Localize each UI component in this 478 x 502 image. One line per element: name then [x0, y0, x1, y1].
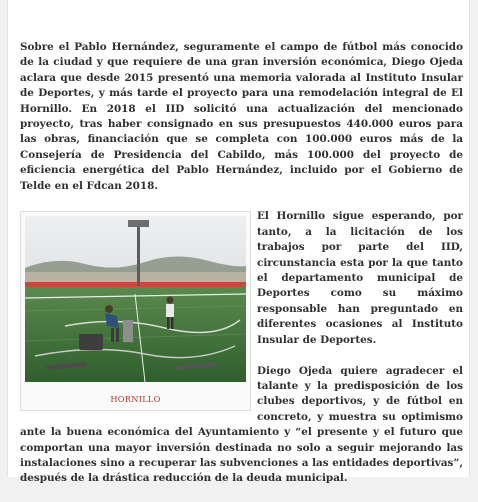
article-paragraph-3: Diego Ojeda quiere agradecer el talante y la predisposición de los clubes deportivos, y de fútbol en concreto, y muestra su optimismo ante la buena económica del Ayuntamiento y “el presente y el futuro que comportan una mayor inversión destinada no solo a seguir mejorando las instalaciones sino a recuperar las subvenciones a las entidades deportivas”, después de la drástica reducción de la deuda municipal.	[20, 364, 463, 485]
photo-caption: HORNILLO	[110, 394, 161, 405]
article-paragraph-2: El Hornillo sigue esperando, por tanto, a la licitación de los trabajos por parte del IID, circunstancia esta por la que tanto el departamento municipal de Deportes como su máximo responsable han preguntado en diferentes ocasiones al Instituto Insular de Deportes.	[257, 210, 463, 346]
article-body	[20, 40, 463, 502]
photo-figure	[20, 211, 251, 411]
article-paragraph-1: Sobre el Pablo Hernández, seguramente el campo de fútbol más conocido de la ciudad y que requiere de una gran inversión económica, Diego Ojeda aclara que desde 2015 presentó una memoria valorada al Instituto Insular de Deportes, y más tarde el proyecto para una remodelación integral de El Hornillo. En 2018 el IID solicitó una actualización del mencionado proyecto, tras haber consignado en sus presupuestos 440.000 euros para las obras, financiación que se completa con 100.000 euros más de la Consejería de Presidencia del Cabildo, más 100.000 del proyecto de eficiencia energética del Pablo Hernández, incluido por el Gobierno de Telde en el Fdcan 2018.	[20, 41, 463, 192]
football-field-photo[interactable]	[25, 216, 246, 382]
article-sheet	[7, 0, 470, 485]
